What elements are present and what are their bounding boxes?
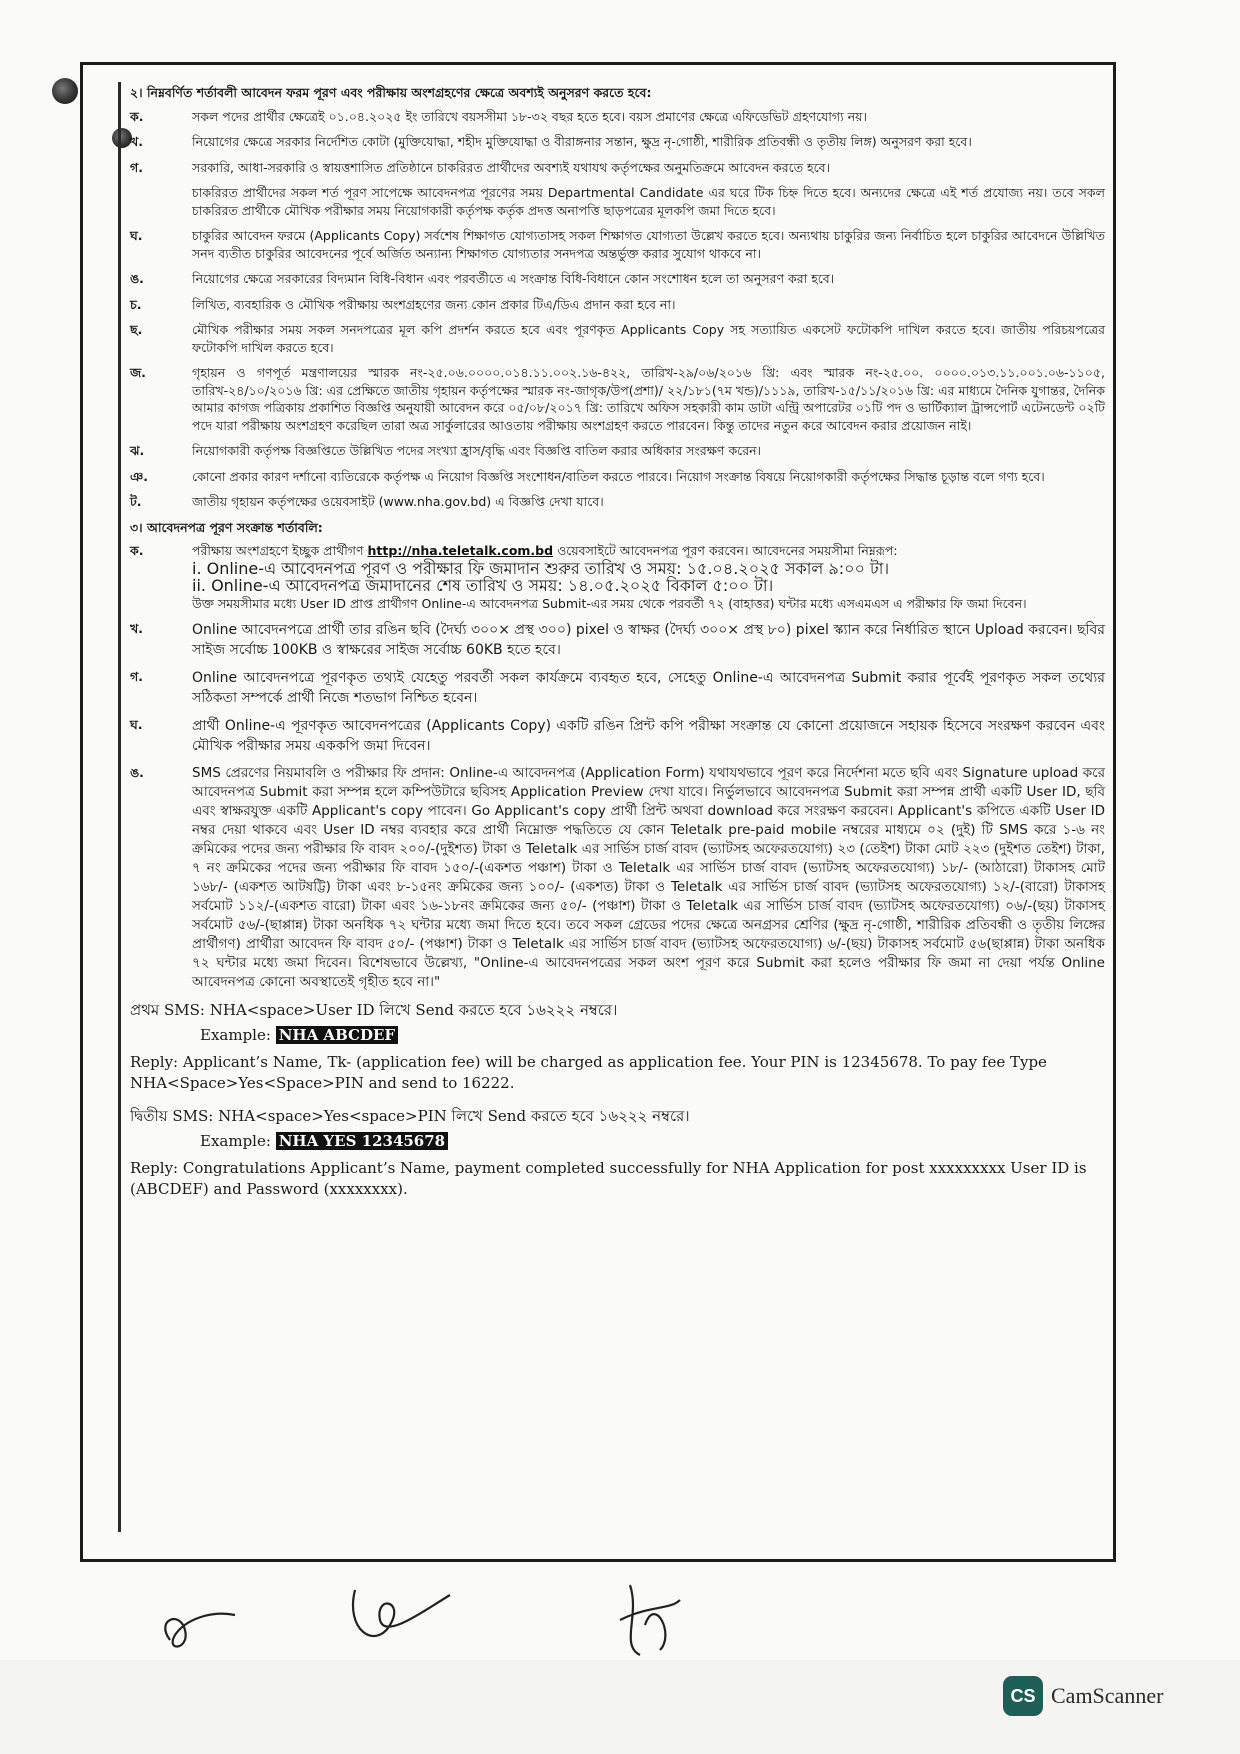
item-label: জ. bbox=[130, 365, 146, 380]
item-text: চাকরিরত প্রার্থীদের সকল শর্ত পূরণ সাপেক্ষে আবেদনপত্র পূরণের সময় Departmental Candidate এর ঘরে টিক চিহ্ন দিতে হবে। অন্যদের ক্ষেত্রে এই শর্ত প্রযোজ্য নয়। তবে সকল চাকরিরত প্রার্থীকে মৌখিক পরীক্ষার সময় নিয়োগকারী কর্তৃপক্ষ কর্তৃক প্রদত্ত অনাপত্তি ছাড়পত্রের মূলকপি জমা দিতে হবে। bbox=[192, 185, 1105, 218]
item-text: লিখিত, ব্যবহারিক ও মৌখিক পরীক্ষায় অংশগ্রহণের জন্য কোন প্রকার টিএ/ডিএ প্রদান করা হবে না। bbox=[192, 296, 676, 312]
example-label: Example: bbox=[200, 1132, 271, 1150]
item-label: ছ. bbox=[130, 322, 143, 337]
document-body bbox=[130, 82, 1105, 1200]
item-label: ঙ. bbox=[130, 271, 144, 286]
list-item bbox=[130, 184, 1105, 219]
list-item bbox=[130, 296, 1105, 314]
item-label: ঝ. bbox=[130, 443, 145, 458]
list-item bbox=[130, 764, 1105, 992]
item-text: নিয়োগকারী কর্তৃপক্ষ বিজ্ঞপ্তিতে উল্লিখিত পদের সংখ্যা হ্রাস/বৃদ্ধি এবং বিজ্ঞপ্তি বাতিল করার অধিকার সংরক্ষণ করেন। bbox=[192, 443, 762, 458]
item-label: ঘ. bbox=[130, 228, 143, 243]
item-label: গ. bbox=[130, 669, 143, 684]
sms-instructions bbox=[130, 1000, 1105, 1200]
list-item bbox=[130, 321, 1105, 356]
item-text: নিয়োগের ক্ষেত্রে সরকার নির্দেশিত কোটা (মুক্তিযোদ্ধা, শহীদ মুক্তিযোদ্ধা ও বীরাঙ্গনার সন্তান, ক্ষুদ্র নৃ-গোষ্ঠী, শারীরিক প্রতিবন্ধী ও তৃতীয় লিঙ্গ) অনুসরণ করা হবে। bbox=[192, 134, 972, 149]
second-sms-example: NHA YES 12345678 bbox=[276, 1132, 448, 1150]
list-item bbox=[130, 108, 1105, 126]
first-sms-reply: Reply: Applicant’s Name, Tk- (application fee) will be charged as application fee. Your PIN is 12345678. To pay fee Type NHA<Space>Yes<Space>PIN and send to 16222. bbox=[130, 1053, 1047, 1092]
list-item bbox=[130, 468, 1105, 486]
schedule-end: ii. Online-এ আবেদনপত্র জমাদানের শেষ তারিখ ও সময়: ১৪.০৫.২০২৫ বিকাল ৫:০০ টা। bbox=[192, 576, 774, 595]
item-label bbox=[130, 184, 192, 219]
item-label: চ. bbox=[130, 296, 142, 312]
first-sms-example: NHA ABCDEF bbox=[276, 1026, 398, 1044]
item-text: জাতীয় গৃহায়ন কর্তৃপক্ষের ওয়েবসাইট (www.nha.gov.bd) এ বিজ্ঞপ্তি দেখা যাবে। bbox=[192, 494, 604, 509]
item-label: ট. bbox=[130, 494, 142, 509]
item-label: খ. bbox=[130, 621, 143, 636]
signature-1 bbox=[150, 1590, 260, 1660]
list-item bbox=[130, 716, 1105, 756]
section-2-heading: ২। নিম্নবর্ণিত শর্তাবলী আবেদন ফরম পূরণ এবং পরীক্ষায় অংশগ্রহণের ক্ষেত্রে অবশ্যই অনুসরণ করতে হবে: bbox=[130, 85, 652, 100]
list-item bbox=[130, 133, 1105, 151]
item-text: প্রার্থী Online-এ পূরণকৃত আবেদনপত্রের (Applicants Copy) একটি রঙিন প্রিন্ট কপি পরীক্ষা সংক্রান্ত যে কোনো প্রয়োজনে সহায়ক হিসেবে সংরক্ষণ করবেন এবং মৌখিক পরীক্ষার সময় এককপি জমা দিবেন। bbox=[192, 718, 1105, 754]
item-label: ক. bbox=[130, 108, 144, 124]
item-label: ঘ. bbox=[130, 717, 143, 732]
list-item bbox=[130, 227, 1105, 262]
item-label: ক. bbox=[130, 543, 144, 558]
list-item bbox=[130, 493, 1105, 511]
list-item bbox=[130, 542, 1105, 612]
list-item bbox=[130, 159, 1105, 177]
item-text: মৌখিক পরীক্ষার সময় সকল সনদপত্রের মূল কপি প্রদর্শন করতে হবে এবং পূরণকৃত Applicants Copy সহ সত্যায়িত একসেট ফটোকপি দাখিল করতে হবে। জাতীয় পরিচয়পত্রের ফটোকপি দাখিল করতে হবে। bbox=[192, 322, 1105, 355]
item-text: Online আবেদনপত্রে পূরণকৃত তথ্যই যেহেতু পরবর্তী সকল কার্যক্রমে ব্যবহৃত হবে, সেহেতু Online-এ আবেদনপত্র Submit করার পূর্বেই পূরণকৃত সকল তথ্যের সঠিকতা সম্পর্কে প্রার্থী নিজে শতভাগ নিশ্চিত হবেন। bbox=[192, 670, 1105, 706]
section-3-heading: ৩। আবেদনপত্র পূরণ সংক্রান্ত শর্তাবলি: bbox=[130, 519, 323, 535]
camscanner-watermark bbox=[1003, 1672, 1163, 1720]
item-label: ঙ. bbox=[130, 765, 144, 780]
margin-rule bbox=[118, 82, 121, 1532]
item-text: ওয়েবসাইটে আবেদনপত্র পূরণ করবেন। আবেদনের সময়সীমা নিম্নরূপ: bbox=[557, 543, 898, 558]
item-label: খ. bbox=[130, 134, 143, 149]
first-sms: প্রথম SMS: NHA<space>User ID লিখে Send করতে হবে ১৬২২২ নম্বরে। bbox=[130, 1001, 618, 1019]
item-text: সকল পদের প্রার্থীর ক্ষেত্রেই ০১.০৪.২০২৫ ইং তারিখে বয়সসীমা ১৮-৩২ বছর হতে হবে। বয়স প্রমাণের ক্ষেত্রে এফিডেভিট গ্রহণযোগ্য নয়। bbox=[192, 108, 867, 124]
item-text: SMS প্রেরণের নিয়মাবলি ও পরীক্ষার ফি প্রদান: Online-এ আবেদনপত্র (Application Form) যথাযথভাবে পূরণ করে নির্দেশনা মতে ছবি এবং Signature upload করে আবেদনপত্র Submit করা সম্পন্ন হলে কম্পিউটারে ছবিসহ Application Preview দেখা যাবে। নির্ভুলভাবে আবেদনপত্র Submit করা সম্পন্ন প্রার্থী একটি User ID, ছবি এবং স্বাক্ষরযুক্ত একটি Applicant's copy পাবেন। Go Applicant's copy প্রার্থী প্রিন্ট অথবা download করে সংরক্ষণ করবেন। Applicant's কপিতে একটি User ID নম্বর দেয়া থাকবে এবং User ID নম্বর ব্যবহার করে প্রার্থী নিম্নোক্ত পদ্ধতিতে যে কোন Teletalk pre-paid mobile নম্বরের মাধ্যমে ০২ (দুই) টি SMS করে ১-৬ নং ক্রমিকের পদের জন্য পরীক্ষার ফি বাবদ ২০০/-(দুইশত) টাকা ও Teletalk এর সার্ভিস চার্জ বাবদ (ভ্যাটসহ অফেরতযোগ্য) ২৩ (তেইশ) টাকা মোট ২২৩ (দুইশত তেইশ) টাকা, ৭ নং ক্রমিকের পদের জন্য পরীক্ষার ফি বাবদ ১৫০/-(একশত পঞ্চাশ) টাকা ও Teletalk এর সার্ভিস চার্জ বাবদ (ভ্যাটসহ অফেরতযোগ্য) ১৮/- (আঠারো) টাকাসহ মোট ১৬৮/- (একশত আটষট্টি) টাকা এবং ৮-১৫নং ক্রমিকের জন্য ১০০/- (একশত) টাকা ও Teletalk এর সার্ভিস চার্জ বাবদ (ভ্যাটসহ অফেরতযোগ্য) ১২/-(বারো) টাকাসহ সর্বমোট ১১২/-(একশত বারো) টাকা এবং ১৬-১৮নং ক্রমিকের জন্য ৫০/- (পঞ্চাশ) টাকা ও Teletalk এর সার্ভিস চার্জ বাবদ (ভ্যাটসহ অফেরতযোগ্য) ০৬/-(ছয়) টাকাসহ সর্বমোট ৫৬/-(ছাপ্পান্ন) টাকা অনধিক ৭২ ঘন্টার মধ্যে জমা দিতে হবে। তবে সকল গ্রেডের পদের ক্ষেত্রে অনগ্রসর শ্রেণির (ক্ষুদ্র নৃ-গোষ্ঠী, শারীরিক প্রতিবন্ধী ও তৃতীয় লিঙ্গের প্রার্থীগণ) প্রার্থীরা আবেদন ফি বাবদ ৫০/- (পঞ্চাশ) টাকা ও Teletalk এর সার্ভিস চার্জ বাবদ (ভ্যাটসহ অফেরতযোগ্য) ৬/-(ছয়) টাকাসহ সর্বমোট ৫৬(ছাপ্পান্ন) টাকা অনধিক ৭২ ঘন্টার মধ্যে জমা দিবেন। বিশেষভাবে উল্লেখ্য, "Online-এ আবেদনপত্রের সকল অংশ পূরণ করে Submit করা হলেও পরীক্ষার ফি জমা না দেয়া পর্যন্ত Online আবেদনপত্র কোনো অবস্থাতেই গৃহীত হবে না।" bbox=[192, 765, 1105, 990]
list-item bbox=[130, 442, 1105, 460]
list-item bbox=[130, 620, 1105, 660]
item-label: গ. bbox=[130, 159, 143, 175]
item-text: গৃহায়ন ও গণপূর্ত মন্ত্রণালয়ের স্মারক নং-২৫.০৬.০০০০.০১৪.১১.০০২.১৬-৪২২, তারিখ-২৯/০৬/২০১৬ খ্রি: এবং স্মারক নং-২৫.০০. ০০০০.০১৩.১১.০০১.০৬-১১০৫, তারিখ-২৪/১০/২০১৬ খ্রি: এর প্রেক্ষিতে জাতীয় গৃহায়ন কর্তৃপক্ষের স্মারক নং-জাগৃক/উপ(প্রশা)/ ২২/১৮১(৭ম খন্ড)/১১১৯, তারিখ-১৫/১১/২০১৬ খ্রি: এর মাধ্যমে দৈনিক যুগান্তর, দৈনিক আমার কাগজ পত্রিকায় প্রকাশিত বিজ্ঞপ্তি অনুযায়ী আবেদন করে ০৫/০৮/২০১৭ খ্রি: তারিখে অফিস সহকারী কাম ডাটা এন্ট্রি অপারেটর ০১টি পদ ও ভার্টিক্যাল ট্রান্সপোর্ট এটেনডেন্ট ০২টি পদে যারা পরীক্ষায় অংশগ্রহণ করেছিল তারা অত্র সার্কুলারের আওতায় পরীক্ষায় অংশগ্রহণ করতে পারবেন। কিন্তু তাদের নতুন করে আবেদন করার প্রয়োজন নাই। bbox=[192, 365, 1105, 433]
item-text: পরীক্ষায় অংশগ্রহণে ইচ্ছুক প্রার্থীগণ bbox=[192, 543, 364, 558]
item-text: নিয়োগের ক্ষেত্রে সরকারের বিদ্যমান বিধি-বিধান এবং পরবর্তীতে এ সংক্রান্ত বিধি-বিধানে কোন সংশোধন হলে তা অনুসরণ করা হবে। bbox=[192, 271, 835, 286]
schedule-start: i. Online-এ আবেদনপত্র পূরণ ও পরীক্ষার ফি জমাদান শুরুর তারিখ ও সময়: ১৫.০৪.২০২৫ সকাল ৯:০০ টা। bbox=[192, 558, 890, 578]
item-label: ঞ. bbox=[130, 468, 148, 484]
item-text: সরকারি, আধা-সরকারি ও স্বায়ত্তশাসিত প্রতিষ্ঠানে চাকরিরত প্রার্থীদের অবশ্যই যথাযথ কর্তৃপক্ষের অনুমতিক্রমে আবেদন করতে হবে। bbox=[192, 159, 831, 175]
list-item bbox=[130, 668, 1105, 708]
signature-3 bbox=[600, 1565, 700, 1665]
list-item bbox=[130, 270, 1105, 288]
punch-hole-icon bbox=[52, 78, 78, 104]
second-sms: দ্বিতীয় SMS: NHA<space>Yes<space>PIN লিখে Send করতে হবে ১৬২২২ নম্বরে। bbox=[130, 1107, 690, 1125]
item-text: উক্ত সময়সীমার মধ্যে User ID প্রাপ্ত প্রার্থীগণ Online-এ আবেদনপত্র Submit-এর সময় থেকে পরবর্তী ৭২ (বাহাত্তর) ঘন্টার মধ্যে এসএমএস এ পরীক্ষার ফি জমা দিবেন। bbox=[192, 595, 1027, 611]
camscanner-logo-icon: CS bbox=[1003, 1676, 1043, 1716]
teletalk-link[interactable]: http://nha.teletalk.com.bd bbox=[367, 543, 554, 558]
second-sms-reply: Reply: Congratulations Applicant’s Name, payment completed successfully for NHA Application for post xxxxxxxxx User ID is (ABCDEF) and Password (xxxxxxxx). bbox=[130, 1159, 1087, 1198]
camscanner-text: CamScanner bbox=[1051, 1683, 1164, 1708]
item-text: চাকুরির আবেদন ফরমে (Applicants Copy) সর্বশেষ শিক্ষাগত যোগ্যতাসহ সকল শিক্ষাগত যোগ্যতা উল্লেখ করতে হবে। অন্যথায় চাকুরির জন্য নির্বাচিত হলে চাকুরির আবেদনে উল্লিখিত সনদ ব্যতীত চাকুরির আবেদনের পূর্বে অর্জিত অন্যান্য শিক্ষাগত যোগ্যতার সনদপত্র অন্তর্ভুক্ত করার সুযোগ থাকবে না। bbox=[192, 228, 1105, 261]
signature-2 bbox=[335, 1570, 465, 1660]
section-2-list bbox=[130, 108, 1105, 511]
item-text: Online আবেদনপত্রে প্রার্থী তার রঙিন ছবি (দৈর্ঘ্য ৩০০× প্রস্থ ৩০০) pixel ও স্বাক্ষর (দৈর্ঘ্য ৩০০× প্রস্থ ৮০) pixel স্ক্যান করে নির্ধারিত স্থানে Upload করবেন। ছবির সাইজ সর্বোচ্চ 100KB ও স্বাক্ষরের সাইজ সর্বোচ্চ 60KB হতে হবে। bbox=[192, 622, 1105, 658]
item-text: কোনো প্রকার কারণ দর্শানো ব্যতিরেকে কর্তৃপক্ষ এ নিয়োগ বিজ্ঞপ্তি সংশোধন/বাতিল করতে পারবে। নিয়োগ সংক্রান্ত বিষয়ে নিয়োগকারী কর্তৃপক্ষের সিদ্ধান্ত চূড়ান্ত বলে গণ্য হবে। bbox=[192, 468, 1045, 484]
example-label: Example: bbox=[200, 1026, 271, 1044]
list-item bbox=[130, 364, 1105, 434]
